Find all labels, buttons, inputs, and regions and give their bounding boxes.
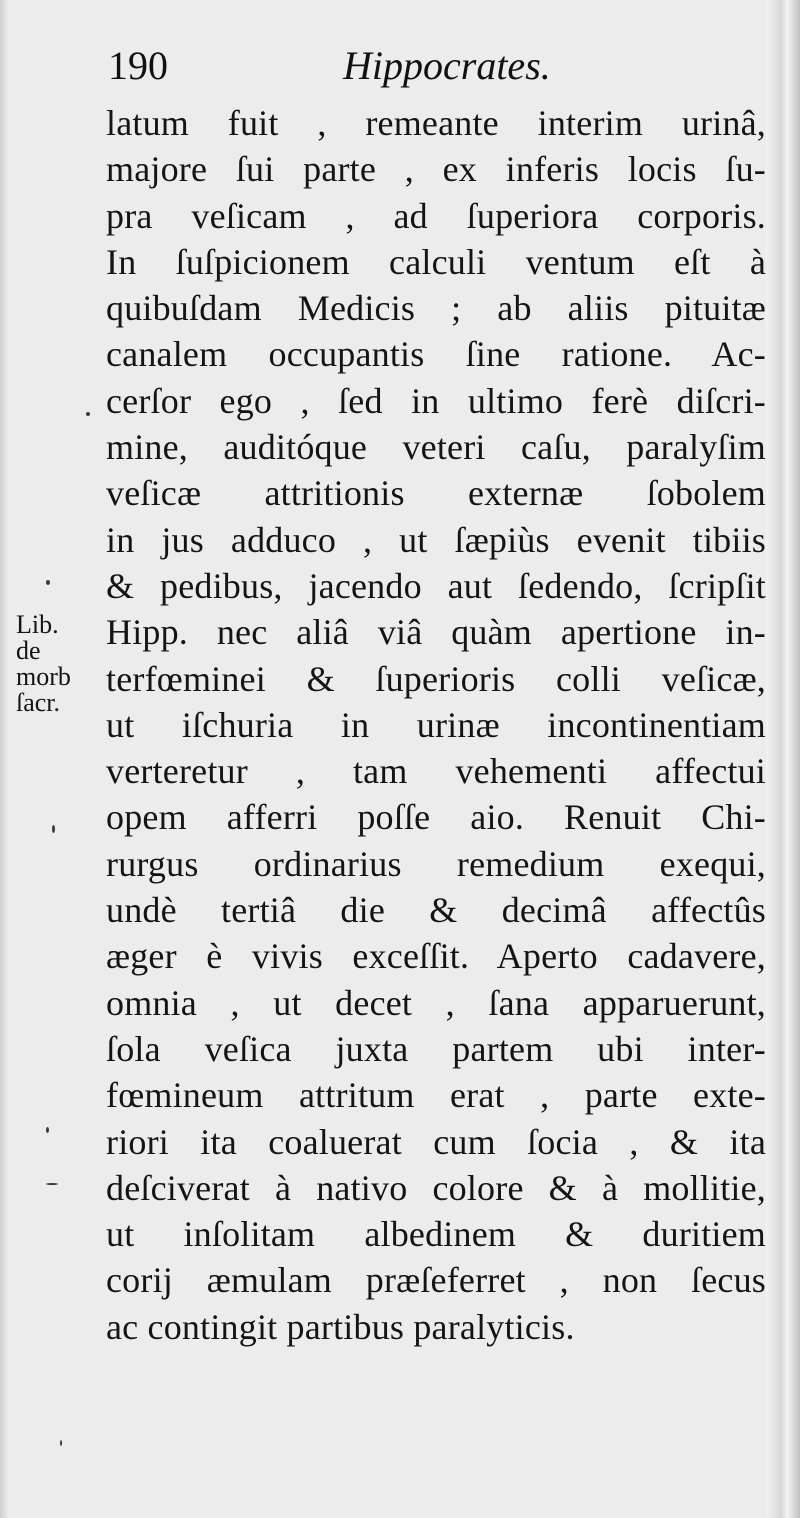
running-title: Hippocrates. bbox=[343, 43, 551, 88]
text-line: corij æmulam præſeferret , non ſecus bbox=[106, 1260, 766, 1301]
text-line: omnia , ut decet , ſana apparuerunt, bbox=[106, 982, 766, 1023]
text-line: riori ita coaluerat cum ſocia , & ita bbox=[106, 1121, 766, 1162]
marginal-reference bbox=[16, 612, 102, 716]
ink-speck bbox=[46, 580, 50, 585]
running-head bbox=[100, 42, 660, 92]
text-line: pra veſicam , ad ſuperiora corporis. bbox=[106, 195, 766, 236]
page-edge-stack bbox=[766, 0, 800, 1518]
ink-speck bbox=[46, 1183, 58, 1185]
text-line: fœmineum attritum erat , parte exte- bbox=[106, 1075, 766, 1116]
text-line: ac contingit partibus paralyticis. bbox=[106, 1306, 575, 1347]
page-gutter-shadow bbox=[0, 0, 8, 1518]
ink-speck bbox=[86, 412, 90, 416]
text-line: quibuſdam Medicis ; ab aliis pituitæ bbox=[106, 288, 766, 329]
text-line: ſola veſica juxta partem ubi inter- bbox=[106, 1028, 766, 1069]
ink-speck bbox=[52, 825, 55, 833]
body-text bbox=[106, 100, 766, 1350]
text-line: ut iſchuria in urinæ incontinentiam bbox=[106, 704, 766, 745]
ink-speck bbox=[60, 1440, 62, 1446]
text-line: & pedibus, jacendo aut ſedendo, ſcripſit bbox=[106, 565, 766, 606]
text-line: canalem occupantis ſine ratione. Ac- bbox=[106, 334, 766, 375]
text-line: latum fuit , remeante interim urinâ, bbox=[106, 103, 766, 143]
text-line: cerſor ego , ſed in ultimo ferè diſcri- bbox=[106, 380, 766, 421]
margin-note-line: Lib. bbox=[16, 610, 59, 639]
ink-speck bbox=[46, 1127, 49, 1133]
text-line: majore ſui parte , ex inferis locis ſu- bbox=[106, 149, 766, 190]
text-line: opem afferri poſſe aio. Renuit Chi- bbox=[106, 797, 766, 838]
margin-note-line: de bbox=[16, 636, 41, 665]
text-line: undè tertiâ die & decimâ affectûs bbox=[106, 890, 766, 931]
text-line: rurgus ordinarius remedium exequi, bbox=[106, 843, 766, 884]
margin-note-line: morb bbox=[16, 662, 71, 691]
text-line: verteretur , tam vehementi affectui bbox=[106, 751, 766, 792]
text-line: mine, auditóque veteri caſu, paralyſim bbox=[106, 427, 766, 468]
margin-note-line: ſacr. bbox=[16, 688, 61, 717]
text-line: in jus adduco , ut ſæpiùs evenit tibiis bbox=[106, 519, 766, 560]
text-line: terfœminei & ſuperioris colli veſicæ, bbox=[106, 658, 766, 699]
text-line: Hipp. nec aliâ viâ quàm apertione in- bbox=[106, 612, 766, 653]
text-line: ut inſolitam albedinem & duritiem bbox=[106, 1214, 766, 1255]
text-line: æger è vivis exceſſit. Aperto cadavere, bbox=[106, 936, 766, 977]
text-line: deſciverat à nativo colore & à mollitie, bbox=[106, 1167, 766, 1208]
text-line: veſicæ attritionis externæ ſobolem bbox=[106, 473, 766, 514]
text-line: In ſuſpicionem calculi ventum eſt à bbox=[106, 241, 766, 282]
page-number: 190 bbox=[108, 43, 168, 88]
